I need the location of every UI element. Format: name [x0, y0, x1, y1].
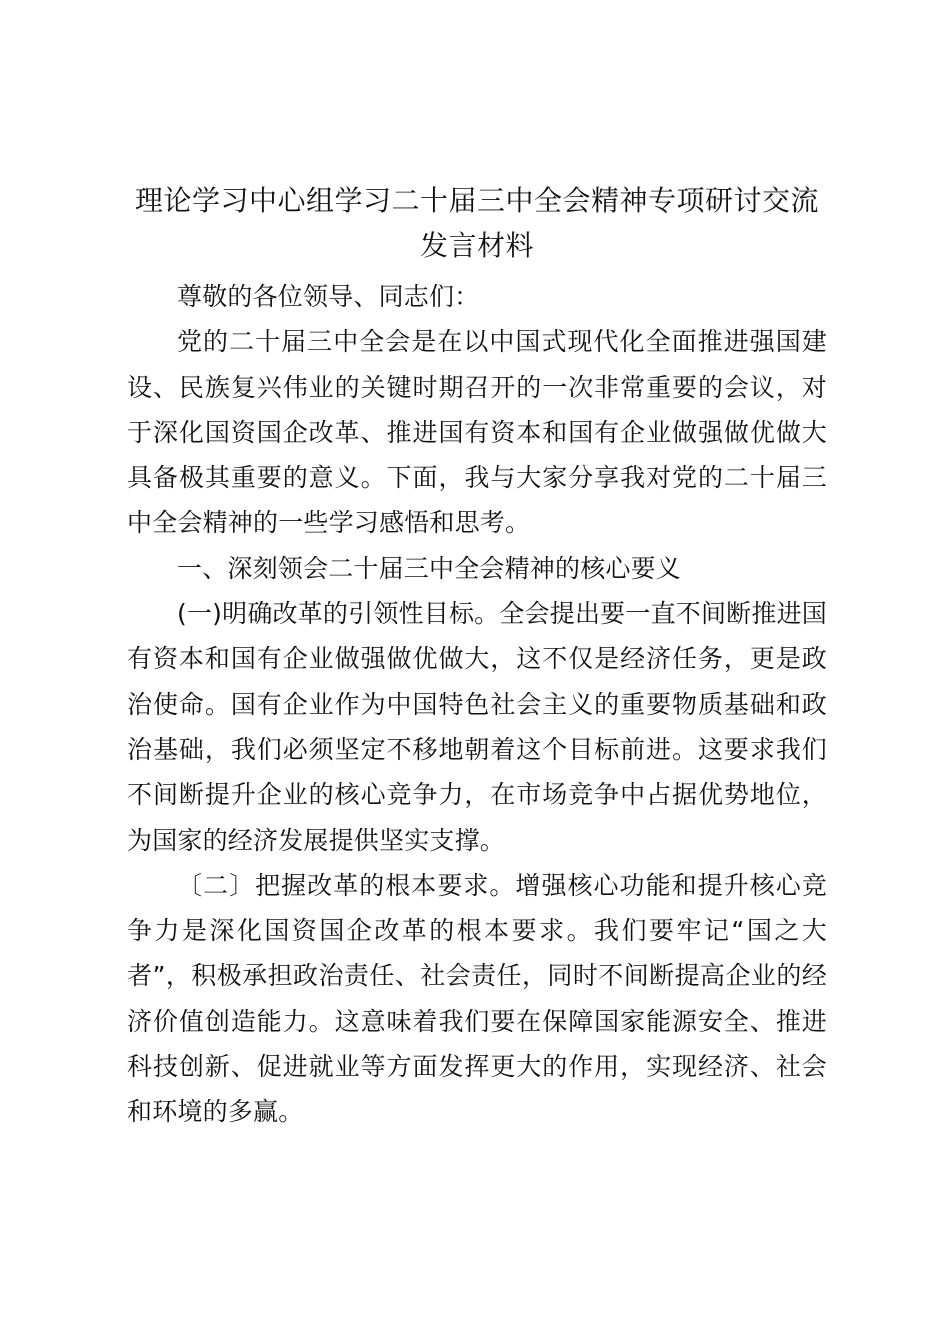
- subsection-paragraph-2: 〔二〕把握改革的根本要求。增强核心功能和提升核心竞争力是深化国资国企改革的根本要求。我们要牢记“国之大者”，积极承担政治责任、社会责任，同时不间断提高企业的经济价值创造能力。这意味着我们要在保障国家能源安全、推进科技创新、促进就业等方面发挥更大的作用，实现经济、社会和环境的多赢。: [127, 870, 827, 1127]
- salutation: 尊敬的各位领导、同志们：: [177, 282, 480, 311]
- document-title: 理论学习中心组学习二十届三中全会精神专项研讨交流发言材料: [134, 184, 819, 262]
- subsection-paragraph-1: (一)明确改革的引领性目标。全会提出要一直不间断推进国有资本和国有企业做强做优做大，这不仅是经济任务，更是政治使命。国有企业作为中国特色社会主义的重要物质基础和政治基础，我们必须坚定不移地朝着这个目标前进。这要求我们不间断提升企业的核心竞争力，在市场竞争中占据优势地位，为国家的经济发展提供坚实支撑。: [127, 599, 827, 855]
- intro-paragraph: 党的二十届三中全会是在以中国式现代化全面推进强国建设、民族复兴伟业的关键时期召开的一次非常重要的会议，对于深化国资国企改革、推进国有资本和国有企业做强做优做大具备极其重要的意义。下面，我与大家分享我对党的二十届三中全会精神的一些学习感悟和思考。: [127, 327, 827, 538]
- document-body: [127, 178, 827, 1135]
- section-heading-1: 一、深刻领会二十届三中全会精神的核心要义: [177, 553, 682, 583]
